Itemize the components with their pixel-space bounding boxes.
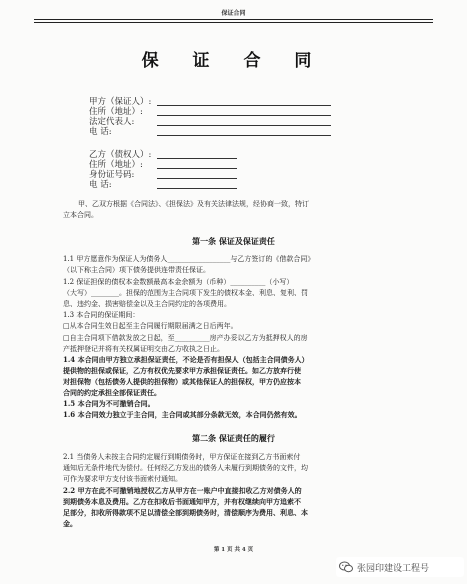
article-2-line: 通知后无条件地代为偿付。任何经乙方发出的债务人未履行到期债务的文件，均 [63, 464, 308, 472]
party-b-address-blank [157, 168, 237, 169]
party-a-rep-label: 法定代表人: [89, 117, 135, 127]
party-a-phone-blank [157, 135, 331, 136]
page-title: 保 证 合 同 [141, 51, 326, 71]
article-1-bold-line: 提供物的担保或保证，乙方有权优先要求甲方承担保证责任。如乙方放弃行使 [63, 366, 301, 375]
party-a-rep-blank [157, 125, 331, 126]
article-2-bold-line: 到期债务本息及费用。乙方在扣收后书面通知甲方，并有权继续向甲方追索不 [63, 497, 301, 506]
intro-line-2: 立本合同。 [63, 211, 98, 219]
article-2-bold-line: 足部分，扣收所得款项不足以清偿全部到期债务时，清偿顺序为费用、利息、本 [63, 508, 308, 517]
article-1-line: 1.1 甲方愿意作为保证人为债务人__________________与乙方签订的《借款合同》 [63, 255, 315, 263]
wechat-icon [339, 561, 353, 573]
article-2-bold-line: 2.2 甲方在此不可撤销地授权乙方从甲方在一账户中直接扣收乙方对债务人的 [63, 486, 302, 495]
article-1-title: 第一条 保证及保证责任 [192, 236, 275, 246]
article-1-line: 1.3 本合同的保证期间： [63, 311, 140, 319]
article-2-line: 2.1 当债务人未按主合同约定履行到期债务时，甲方保证在接到乙方书面索付 [63, 453, 301, 461]
party-b-phone-label: 电 话: [89, 180, 112, 190]
party-a-address-label: 住所（地址）: [89, 107, 143, 117]
party-a-label: 甲方（保证人）: [89, 97, 152, 107]
party-b-phone-blank [157, 188, 237, 189]
article-1-bold-line: 1.6 本合同效力独立于主合同，主合同或其部分条款无效，本合同仍然有效。 [63, 410, 302, 419]
header-rule-thick [34, 19, 433, 20]
party-a-blank [157, 105, 331, 106]
article-1-line: □自主合同项下借款发放之日起，至__________房产办妥以乙方为抵押权人的房 [63, 334, 308, 342]
article-1-bold-line: 合同的约定承担全部保证责任。 [63, 388, 161, 397]
article-2-line: 可作为要求甲方支付该书面索付通知。 [63, 475, 182, 483]
intro-line-1: 甲、乙双方根据《合同法》、《担保法》及有关法律法规，经协商一致，特订 [78, 200, 309, 208]
article-1-bold-line: 对担保物（包括债务人提供的担保物）或其他保证人的担保权，甲方仍应按本 [63, 377, 301, 386]
article-1-line: （大写）________。担保的范围为主合同项下发生的债权本金、利息、复利、罚 [63, 289, 308, 297]
article-2-bold-line: 金。 [63, 519, 77, 528]
party-b-address-label: 住所（地址）: [89, 160, 143, 170]
article-1-line: □从本合同生效日起至主合同履行期限届满之日后两年。 [63, 322, 238, 330]
page-number: 第 1 页 共 4 页 [213, 547, 254, 553]
header-rule-thin [34, 22, 433, 23]
party-b-blank [157, 158, 237, 159]
party-b-id-blank [157, 178, 237, 179]
watermark-text: 张园印建设工程号 [357, 563, 430, 574]
article-1-line: 息、违约金、损害赔偿金以及主合同约定的各项费用。 [63, 300, 231, 308]
party-b-label: 乙方（债权人）: [89, 150, 152, 160]
article-1-line: 1.2 保证担保的债权本金数额最高本金余额为（币种）__________（小写） [63, 278, 294, 286]
article-2-title: 第二条 保证责任的履行 [192, 433, 275, 443]
party-a-phone-label: 电 话: [89, 127, 112, 137]
party-a-address-blank [157, 115, 331, 116]
running-header: 保证合同 [221, 10, 246, 17]
article-1-line: 产抵押登记并将有关权属证明交由乙方收执之日止。 [63, 345, 224, 353]
article-1-bold-line: 1.4 本合同由甲方独立承担保证责任，不论是否有担保人（包括主合同债务人） [63, 355, 309, 364]
party-b-id-label: 身份证号码: [89, 170, 135, 180]
watermark-badge [336, 557, 464, 577]
article-1-bold-line: 1.5 本合同为不可撤销合同。 [63, 399, 155, 408]
article-1-line: （以下称主合同）项下债务提供连带责任保证。 [63, 266, 210, 274]
